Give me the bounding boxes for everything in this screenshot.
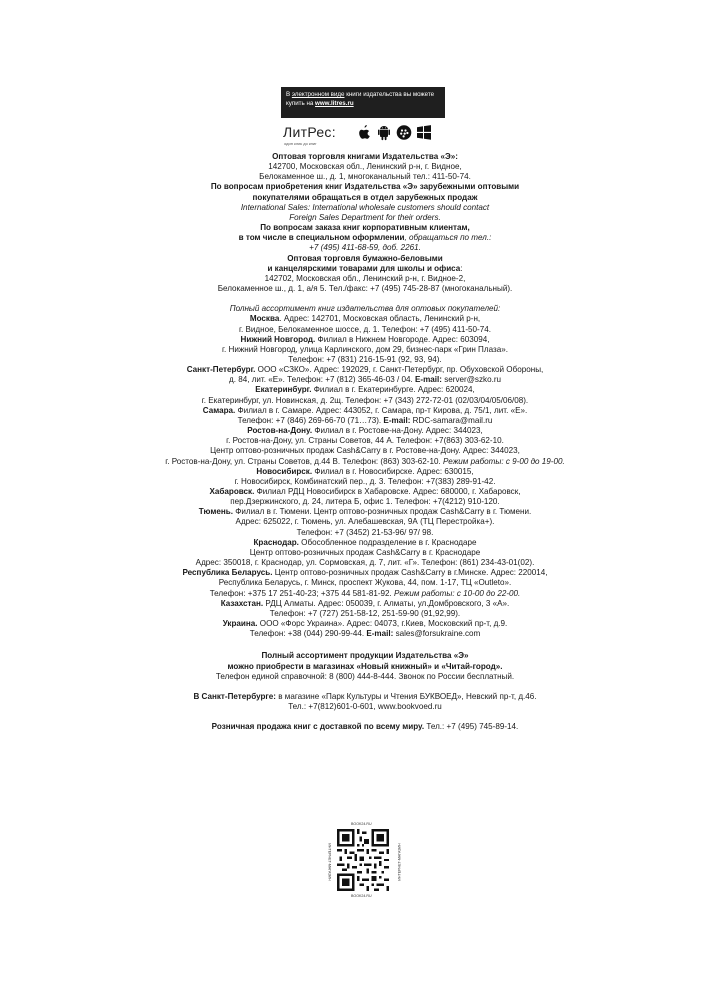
blr-entry: Республика Беларусь. Центр оптово-розничных продаж Cash&Carry в г.Минске. Адрес: 220014,	[182, 568, 548, 578]
corporate-block: По вопросам заказа книг корпоративным клиентам, в том числе в специальном оформлении, обращаться по тел.: +7 (495) 411-68-59, доб. 2261.	[238, 223, 492, 253]
spb-store-block: В Санкт-Петербурге: в магазине «Парк Культуры и Чтения БУКВОЕД», Невский пр-т, д.46. Тел.: +7(812)601-0-601, www.bookvoed.ru	[130, 692, 600, 712]
contacts-content	[130, 152, 600, 732]
regional-block: Полный ассортимент книг издательства для оптовых покупателей: Москва. Адрес: 142701, Московская область, Ленинский р-н, г. Видное, Белокаменное шоссе, д. 1. Телефон: +7 (495) 411-50-74. Нижний Новгород. Филиал в Нижнем Новгороде. Адрес: 603094, г. Нижний Новгород, улица Карлинского, дом 29, бизнес-парк «Грин Плаза». Телефон: +7 (831) 216-15-91 (92, 93, 94). Санкт-Петербург. ООО «СЗКО». Адрес: 192029, г. Санкт-Петербург, пр. Обуховской Обороны, д. 84, лит. «Е». Телефон: +7 (812) 365-46-03 / 04. E-mail: server@szko.ru Екатеринбург. Филиал в г. Екатеринбурге. Адрес: 620024, г. Екатеринбург, ул. Новинская, д. 2щ. Телефон: +7 (343) 272-72-01 (02/03/04/05/06/08). Самара. Филиал в г. Самаре. Адрес: 443052, г. Самара, пр-т Кирова, д. 75/1, лит. «Е». Телефон: +7 (846) 269-66-70 (71…73). E-mail: RDC-samara@mail.ru Ростов-на-Дону. Филиал в г. Ростове-на-Дону. Адрес: 344023, г. Ростов-на-Дону, ул. Страны Советов, 44 А. Телефон: +7(863) 303-62-10. Центр оптово-розничных продаж Cash&Carry в г. Ростове-на-Дону. Адрес: 344023, г. Ростов-на-Дону, ул. Страны Советов, д.44 В. Телефон: (863) 303-62-10. Режим работы: с 9-00 до 19-00. Новосибирск. Филиал в г. Новосибирске. Адрес: 630015, г. Новосибирск, Комбинатский пер., д. 3. Телефон: +7(383) 289-91-42. Хабаровск. Филиал РДЦ Новосибирск в Хабаровске. Адрес: 680000, г. Хабаровск, пер.Дзержинского, д. 24, литера Б, офис 1. Телефон: +7(4212) 910-120. Тюмень. Филиал в г. Тюмени. Центр оптово-розничных продаж Cash&Carry в г. Тюмени. Адрес: 625022, г. Тюмень, ул. Алебашевская, 9А (ТЦ Перестройка+). Телефон: +7 (3452) 21-53-96/ 97/ 98. Краснодар. Обособленное подразделение в г. Краснодаре Центр оптово-розничных продаж Cash&Carry в г. Краснодаре Адрес: 350018, г. Краснодар, ул. Сормовская, д. 7, лит. «Г». Телефон: (861) 234-43-01(02). Республика Беларусь. Центр оптово-розничных продаж Cash&Carry в г.Минске. Адрес: 220014, Республика Беларусь, г. Минск, проспект Жукова, 44, пом. 1-17, ТЦ «Outleto». Телефон: +375 17 251-40-23; +375 44 581-81-92. Режим работы: с 10-00 до 22-00. Казахстан. РДЦ Алматы. Адрес: 050039, г. Алматы, ул.Домбровского, 3 «А». Телефон: +7 (727) 251-58-12, 251-59-90 (91,92,99). Украина. ООО «Форс Украина». Адрес: 04073, г.Киев, Московский пр-т, д.9. Телефон: +38 (044) 290-99-44. E-mail: sales@forsukraine.com	[130, 304, 600, 639]
qr-label-top: BOOK24.RU	[351, 822, 372, 826]
wholesale-phone: Белокаменное ш., д. 1, многоканальный тел.: 411-50-74.	[259, 172, 471, 182]
ua-email[interactable]: sales@forsukraine.com	[393, 629, 481, 639]
apple-icon[interactable]	[356, 124, 372, 141]
foreign-title-1: По вопросам приобретения книг Издательства «Э» зарубежными оптовыми	[210, 182, 520, 192]
banner-line-2: купить на www.litres.ru	[286, 100, 354, 107]
stationery-title-1: Оптовая торговля бумажно-беловыми	[287, 253, 443, 263]
banner-line-1: В электронном виде книги издательства вы можете	[286, 91, 435, 98]
stationery-phone: Белокаменное ш., д. 1, а/я 5. Тел./факс: +7 (495) 745-28-87 (многоканальный).	[217, 284, 513, 294]
khb-entry: Хабаровск. Филиал РДЦ Новосибирск в Хабаровске. Адрес: 680000, г. Хабаровск,	[209, 487, 521, 496]
litres-url-link[interactable]: www.litres.ru	[315, 100, 354, 107]
stationery-address: 142702, Московская обл., Ленинский р-н, г. Видное-2,	[264, 273, 466, 283]
regional-intro: Полный ассортимент книг издательства для оптовых покупателей:	[229, 304, 501, 314]
platform-icons	[356, 124, 432, 141]
stationery-block: Оптовая торговля бумажно-беловыми и канцелярскими товарами для школы и офиса: 142702, Московская обл., Ленинский р-н, г. Видное-2, Белокаменное ш., д. 1, а/я 5. Тел./факс: +7 (495) 745-28-87 (многоканальный).	[130, 254, 600, 295]
retail-block: Полный ассортимент продукции Издательства «Э» можно приобрести в магазинах «Новый книжный» и «Читай-город». Телефон единой справочной: 8 (800) 444-8-444. Звонок по России бесплатный.	[130, 651, 600, 681]
foreign-en-1: International Sales: International wholesale customers should contact	[240, 202, 490, 212]
electronic-link[interactable]: электронном виде	[291, 91, 345, 98]
krd-entry: Краснодар. Обособленное подразделение в г. Краснодаре	[253, 537, 477, 547]
ua-entry: Украина. ООО «Форс Украина». Адрес: 04073, г.Киев, Московский пр-т, д.9.	[222, 619, 508, 629]
qr-code-block[interactable]	[327, 822, 402, 900]
foreign-en-2: Foreign Sales Department for their orders.	[289, 212, 441, 222]
foreign-title-2: покупателями обращаться в отдел зарубежных продаж	[252, 192, 478, 202]
foreign-sales-block	[130, 182, 600, 223]
kz-entry: Казахстан. РДЦ Алматы. Адрес: 050039, г. Алматы, ул.Домбровского, 3 «А».	[220, 598, 510, 608]
qr-code-icon	[337, 829, 389, 891]
spb-email[interactable]: server@szko.ru	[441, 375, 502, 385]
nsk-entry: Новосибирск. Филиал в г. Новосибирске. Адрес: 630015,	[256, 466, 474, 476]
litres-tagline: один клик до книг	[284, 141, 317, 146]
windows-icon[interactable]	[416, 124, 432, 141]
wholesale-address: 142700, Московская обл., Ленинский р-н, г. Видное,	[268, 162, 462, 172]
retail-hotline: Телефон единой справочной: 8 (800) 444-8-444. Звонок по России бесплатный.	[215, 671, 515, 681]
spb-entry: Санкт-Петербург. ООО «СЗКО». Адрес: 192029, г. Санкт-Петербург, пр. Обуховской Обороны,	[186, 365, 544, 375]
rostov-entry: Ростов-на-Дону. Филиал в г. Ростове-на-Дону. Адрес: 344023,	[247, 426, 483, 436]
corporate-phone: +7 (495) 411-68-59, доб. 2261.	[309, 243, 421, 253]
samara-entry: Самара. Филиал в г. Самаре. Адрес: 443052, г. Самара, пр-т Кирова, д. 75/1, лит. «Е».	[202, 405, 528, 415]
samara-email[interactable]: RDC-samara@mail.ru	[410, 415, 493, 425]
stationery-title-2: и канцелярскими товарами для школы и офиса	[267, 263, 461, 273]
nn-entry: Нижний Новгород. Филиал в Нижнем Новгороде. Адрес: 603094,	[240, 334, 490, 344]
litres-logo-row	[283, 124, 453, 148]
qr-label-left: ИНТЕРНЕТ-МАГАЗИН	[327, 843, 332, 881]
qr-label-bottom: BOOK24.RU	[351, 894, 372, 898]
wholesale-title: Оптовая торговля книгами Издательства «Э»:	[272, 152, 458, 161]
moscow-entry: Москва. Адрес: 142701, Московская область, Ленинский р-н,	[249, 314, 481, 324]
litres-banner[interactable]	[281, 87, 445, 118]
qr-label-right: ИНТЕРНЕТ-МАГАЗИН	[397, 843, 402, 881]
delivery-block: Розничная продажа книг с доставкой по всему миру. Тел.: +7 (495) 745-89-14.	[211, 722, 519, 732]
blackberry-icon[interactable]	[396, 124, 412, 141]
litres-logo[interactable]: ЛитРес:	[283, 124, 336, 140]
corporate-title-2: в том числе в специальном оформлении	[238, 233, 405, 243]
tmn-entry: Тюмень. Филиал в г. Тюмени. Центр оптово-розничных продаж Cash&Carry в г. Тюмени.	[198, 507, 532, 517]
bookvoed-contacts[interactable]: Тел.: +7(812)601-0-601, www.bookvoed.ru	[288, 701, 442, 711]
corporate-title-1: По вопросам заказа книг корпоративным клиентам,	[260, 223, 470, 233]
android-icon[interactable]	[376, 124, 392, 141]
ekb-entry: Екатеринбург. Филиал в г. Екатеринбурге. Адрес: 620024,	[255, 385, 475, 395]
wholesale-block	[130, 152, 600, 182]
